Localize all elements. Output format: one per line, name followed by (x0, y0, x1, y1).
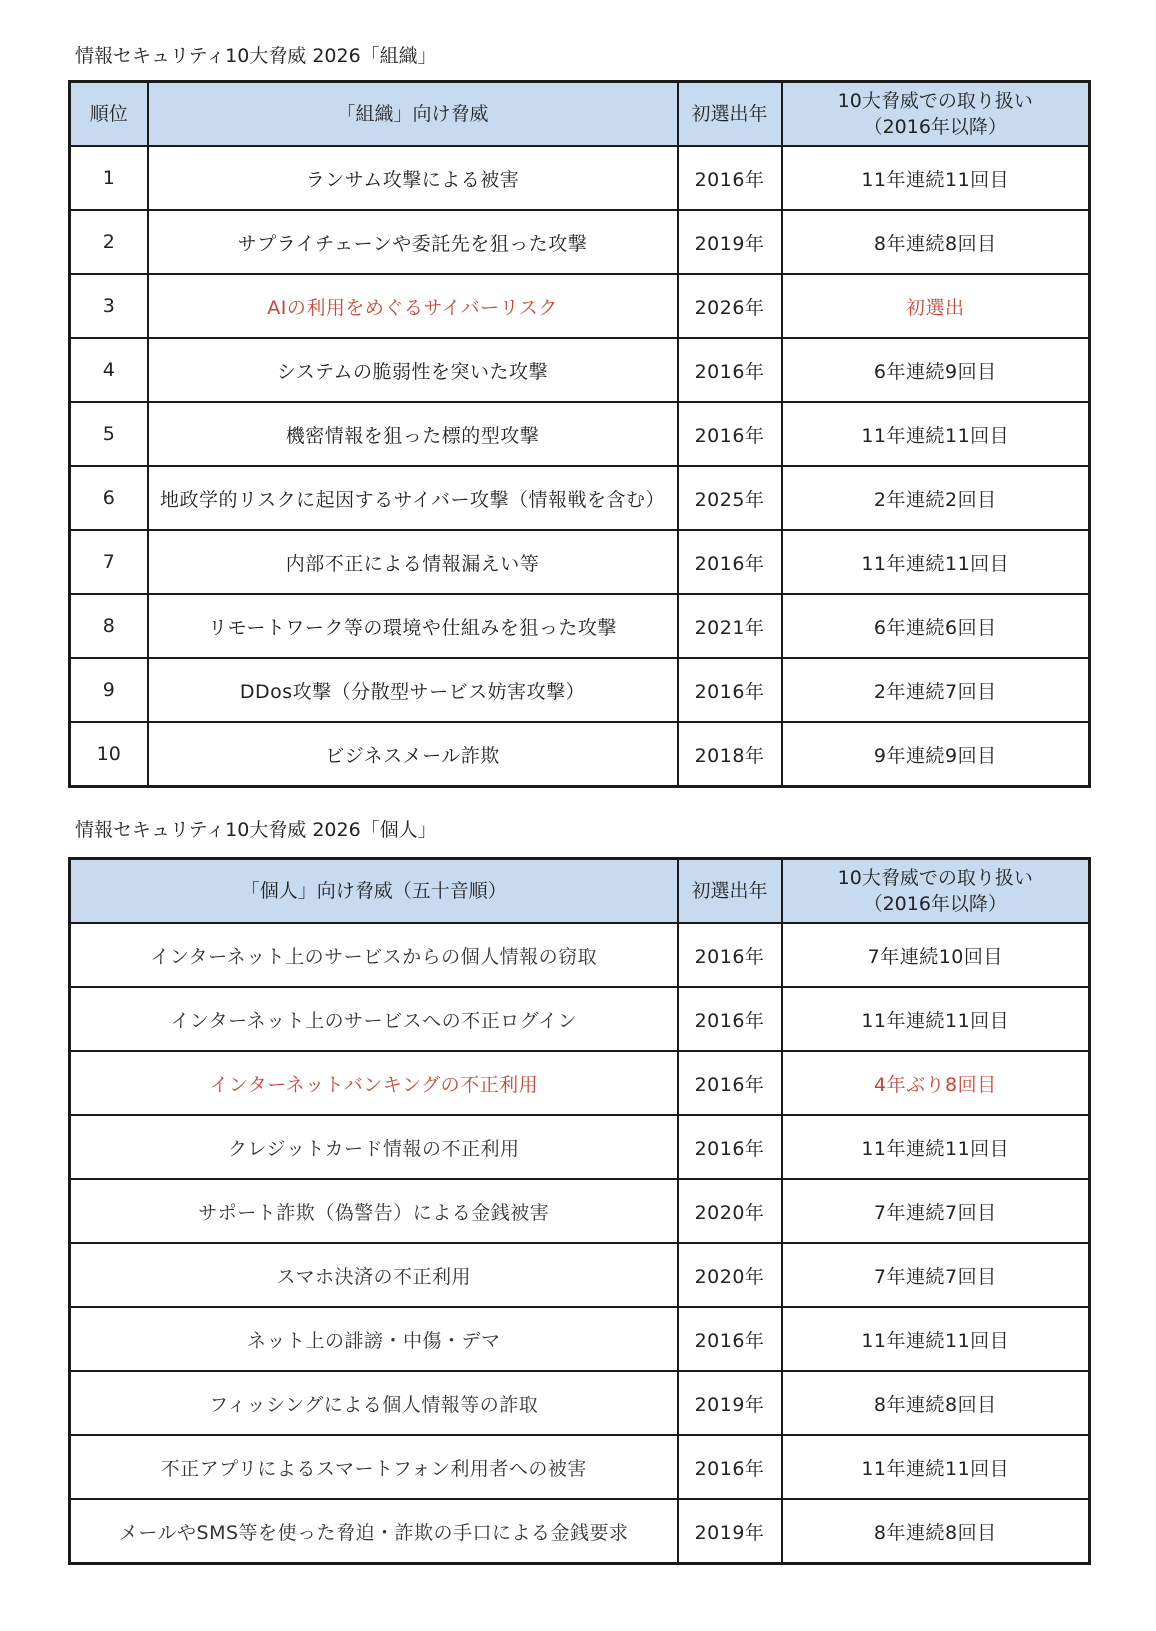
threat-name-cell: スマホ決済の不正利用 (70, 1243, 678, 1307)
rank-cell: 3 (70, 274, 148, 338)
history-cell: 8年連続8回目 (782, 210, 1090, 274)
table-row (70, 1243, 1090, 1307)
history-cell: 11年連続11回目 (782, 987, 1090, 1051)
rank-cell: 7 (70, 530, 148, 594)
first-year-cell: 2026年 (678, 274, 782, 338)
table-row (70, 658, 1090, 722)
threat-name-cell: クレジットカード情報の不正利用 (70, 1115, 678, 1179)
threat-name-cell: DDos攻撃（分散型サービス妨害攻撃） (148, 658, 678, 722)
threat-name-cell: インターネット上のサービスへの不正ログイン (70, 987, 678, 1051)
org-header-history-line1: 10大脅威での取り扱い (837, 90, 1033, 112)
history-cell: 11年連続11回目 (782, 1435, 1090, 1499)
first-year-cell: 2016年 (678, 1307, 782, 1371)
table-row (70, 338, 1090, 402)
org-header-first-year: 初選出年 (678, 82, 782, 147)
first-year-cell: 2016年 (678, 987, 782, 1051)
history-cell: 11年連続11回目 (782, 1115, 1090, 1179)
history-cell: 8年連続8回目 (782, 1371, 1090, 1435)
history-cell: 11年連続11回目 (782, 146, 1090, 210)
org-threats-table (68, 80, 1091, 788)
first-year-cell: 2020年 (678, 1243, 782, 1307)
individual-section-title: 情報セキュリティ10大脅威 2026「個人」 (75, 819, 437, 841)
history-cell: 初選出 (782, 274, 1090, 338)
first-year-cell: 2016年 (678, 530, 782, 594)
threat-name-cell: システムの脆弱性を突いた攻撃 (148, 338, 678, 402)
threat-name-cell: サプライチェーンや委託先を狙った攻撃 (148, 210, 678, 274)
threat-name-cell: インターネット上のサービスからの個人情報の窃取 (70, 923, 678, 987)
org-section-title: 情報セキュリティ10大脅威 2026「組織」 (75, 45, 437, 67)
org-header-rank: 順位 (70, 82, 148, 147)
rank-cell: 2 (70, 210, 148, 274)
history-cell: 6年連続9回目 (782, 338, 1090, 402)
org-header-threat: 「組織」向け脅威 (148, 82, 678, 147)
table-row (70, 1499, 1090, 1564)
table-row (70, 1307, 1090, 1371)
threat-name-cell: リモートワーク等の環境や仕組みを狙った攻撃 (148, 594, 678, 658)
rank-cell: 8 (70, 594, 148, 658)
threat-name-cell: 地政学的リスクに起因するサイバー攻撃（情報戦を含む） (148, 466, 678, 530)
individual-header-history (782, 859, 1090, 924)
individual-header-first-year: 初選出年 (678, 859, 782, 924)
table-row (70, 274, 1090, 338)
table-row (70, 466, 1090, 530)
table-row (70, 722, 1090, 787)
individual-header-history-line2: （2016年以降） (863, 893, 1007, 915)
first-year-cell: 2016年 (678, 338, 782, 402)
individual-header-row (70, 859, 1090, 924)
table-row (70, 1179, 1090, 1243)
threat-name-cell: メールやSMS等を使った脅迫・詐欺の手口による金銭要求 (70, 1499, 678, 1564)
threat-name-cell: AIの利用をめぐるサイバーリスク (148, 274, 678, 338)
threat-name-cell: ランサム攻撃による被害 (148, 146, 678, 210)
first-year-cell: 2019年 (678, 1371, 782, 1435)
first-year-cell: 2016年 (678, 1435, 782, 1499)
table-row (70, 1371, 1090, 1435)
threat-name-cell: ネット上の誹謗・中傷・デマ (70, 1307, 678, 1371)
first-year-cell: 2016年 (678, 658, 782, 722)
first-year-cell: 2016年 (678, 146, 782, 210)
rank-cell: 4 (70, 338, 148, 402)
history-cell: 7年連続7回目 (782, 1179, 1090, 1243)
individual-header-history-line1: 10大脅威での取り扱い (837, 867, 1033, 889)
org-header-history (782, 82, 1090, 147)
table-row (70, 210, 1090, 274)
first-year-cell: 2025年 (678, 466, 782, 530)
history-cell: 11年連続11回目 (782, 402, 1090, 466)
individual-threats-table (68, 857, 1091, 1565)
table-row (70, 1051, 1090, 1115)
table-row (70, 987, 1090, 1051)
first-year-cell: 2021年 (678, 594, 782, 658)
history-cell: 2年連続7回目 (782, 658, 1090, 722)
first-year-cell: 2016年 (678, 1051, 782, 1115)
history-cell: 7年連続7回目 (782, 1243, 1090, 1307)
table-row (70, 1115, 1090, 1179)
first-year-cell: 2019年 (678, 1499, 782, 1564)
history-cell: 4年ぶり8回目 (782, 1051, 1090, 1115)
threat-name-cell: サポート詐欺（偽警告）による金銭被害 (70, 1179, 678, 1243)
threat-name-cell: インターネットバンキングの不正利用 (70, 1051, 678, 1115)
first-year-cell: 2016年 (678, 1115, 782, 1179)
individual-header-threat: 「個人」向け脅威（五十音順） (70, 859, 678, 924)
threat-name-cell: フィッシングによる個人情報等の詐取 (70, 1371, 678, 1435)
history-cell: 6年連続6回目 (782, 594, 1090, 658)
first-year-cell: 2020年 (678, 1179, 782, 1243)
threat-name-cell: 機密情報を狙った標的型攻撃 (148, 402, 678, 466)
org-header-row (70, 82, 1090, 147)
first-year-cell: 2016年 (678, 923, 782, 987)
org-header-history-line2: （2016年以降） (863, 116, 1007, 138)
table-row (70, 1435, 1090, 1499)
history-cell: 11年連続11回目 (782, 530, 1090, 594)
first-year-cell: 2016年 (678, 402, 782, 466)
first-year-cell: 2018年 (678, 722, 782, 787)
history-cell: 9年連続9回目 (782, 722, 1090, 787)
threat-name-cell: 内部不正による情報漏えい等 (148, 530, 678, 594)
rank-cell: 6 (70, 466, 148, 530)
rank-cell: 10 (70, 722, 148, 787)
table-row (70, 594, 1090, 658)
history-cell: 8年連続8回目 (782, 1499, 1090, 1564)
table-row (70, 530, 1090, 594)
history-cell: 7年連続10回目 (782, 923, 1090, 987)
table-row (70, 402, 1090, 466)
first-year-cell: 2019年 (678, 210, 782, 274)
history-cell: 2年連続2回目 (782, 466, 1090, 530)
rank-cell: 9 (70, 658, 148, 722)
threat-name-cell: ビジネスメール詐欺 (148, 722, 678, 787)
history-cell: 11年連続11回目 (782, 1307, 1090, 1371)
table-row (70, 923, 1090, 987)
table-row (70, 146, 1090, 210)
rank-cell: 1 (70, 146, 148, 210)
threat-name-cell: 不正アプリによるスマートフォン利用者への被害 (70, 1435, 678, 1499)
rank-cell: 5 (70, 402, 148, 466)
